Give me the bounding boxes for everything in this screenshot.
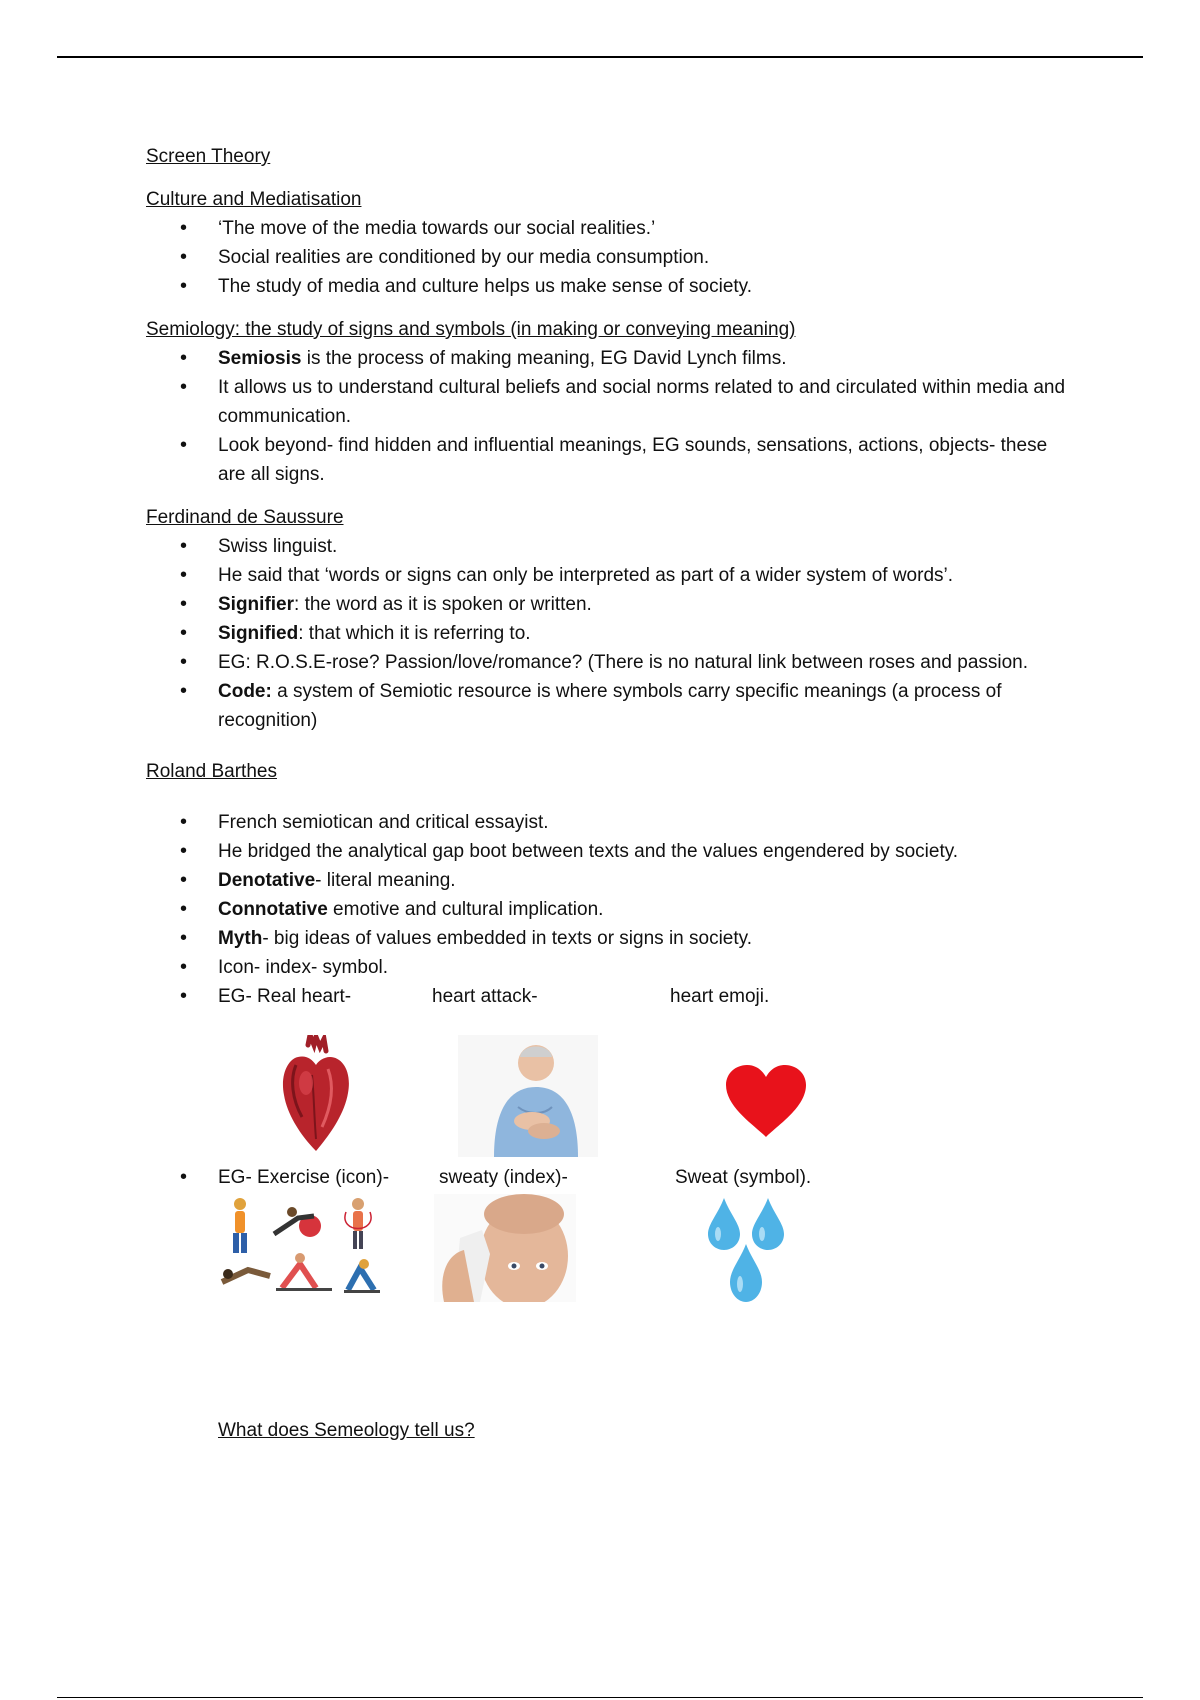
heading-semeology-question: What does Semeology tell us? (218, 1420, 475, 1441)
list-item (146, 866, 1066, 895)
heading-semiology: Semiology: the study of signs and symbols (in making or conveying meaning) (146, 319, 796, 340)
heart-attack-person-icon (458, 1035, 598, 1157)
term-bold: Code: (218, 681, 272, 702)
sweaty-man-icon (434, 1194, 576, 1302)
list-item-text: EG: R.O.S.E-rose? Passion/love/romance? (There is no natural link between roses and passion. (218, 652, 1029, 673)
list-item-text: Icon- index- symbol. (218, 957, 389, 978)
list-item (146, 590, 1066, 619)
anatomical-heart-icon (268, 1035, 364, 1153)
example-col-index: sweaty (index)- (439, 1167, 568, 1188)
list-item (146, 648, 1066, 677)
list-item (146, 561, 1066, 590)
exercise-example-list (146, 1163, 1066, 1192)
list-item-text: - literal meaning. (315, 870, 456, 891)
list-item (146, 344, 1066, 373)
example-col-symbol: Sweat (symbol). (675, 1167, 812, 1188)
header-rule (57, 56, 1143, 58)
sweat-drops-icon (704, 1194, 788, 1306)
barthes-list (146, 808, 1066, 1011)
list-item (146, 953, 1066, 982)
term-bold: Signified (218, 623, 299, 644)
heading-screen-theory: Screen Theory (146, 146, 271, 167)
list-item-text: emotive and cultural implication. (327, 899, 604, 920)
list-item-text: is the process of making meaning, EG David Lynch films. (301, 348, 787, 369)
example-col-icon: EG- Real heart- (218, 986, 352, 1007)
term-bold: Connotative (218, 899, 328, 920)
list-item-example-sweat (146, 1163, 1066, 1192)
list-item-text: It allows us to understand cultural beliefs and social norms related to and circulated within media and communication. (218, 377, 1066, 427)
list-item: • The study of media and culture helps us make sense of society. (146, 272, 1066, 301)
semiology-list (146, 344, 1066, 489)
list-item-text: He bridged the analytical gap boot between texts and the values engendered by society. (218, 841, 959, 862)
list-item (146, 924, 1066, 953)
heading-saussure: Ferdinand de Saussure (146, 507, 344, 528)
culture-list (146, 214, 1066, 301)
list-item (146, 808, 1066, 837)
list-item-example-heart (146, 982, 1066, 1011)
list-item-text: - big ideas of values embedded in texts or signs in society. (262, 928, 753, 949)
list-item (146, 895, 1066, 924)
list-item-text: He said that ‘words or signs can only be interpreted as part of a wider system of words’. (218, 565, 954, 586)
list-item: • ‘The move of the media towards our social realities.’ (146, 214, 1066, 243)
footer-rule (57, 1697, 1143, 1698)
list-item-text: Look beyond- find hidden and influential meanings, EG sounds, sensations, actions, objects- these are all signs. (218, 435, 1048, 485)
exercise-figures-icon (218, 1194, 388, 1296)
term-bold: Semiosis (218, 348, 302, 369)
list-item-text: a system of Semiotic resource is where symbols carry specific meanings (a process of recognition) (218, 681, 1002, 731)
list-item-text: French semiotican and critical essayist. (218, 812, 549, 833)
heart-emoji-icon (724, 1063, 808, 1139)
heading-culture-mediatisation: Culture and Mediatisation (146, 189, 362, 210)
saussure-list (146, 532, 1066, 735)
list-item-text: : that which it is referring to. (298, 623, 531, 644)
heart-images-row (218, 1035, 1066, 1157)
example-col-index: heart attack- (432, 986, 538, 1007)
list-item (146, 373, 1066, 431)
example-col-icon: EG- Exercise (icon)- (218, 1167, 390, 1188)
list-item (146, 532, 1066, 561)
term-bold: Signifier (218, 594, 295, 615)
list-item (146, 837, 1066, 866)
term-bold: Myth (218, 928, 263, 949)
list-item (146, 431, 1066, 489)
heading-barthes: Roland Barthes (146, 761, 277, 782)
example-col-symbol: heart emoji. (670, 986, 770, 1007)
list-item: • Social realities are conditioned by our media consumption. (146, 243, 1066, 272)
list-item-text: Swiss linguist. (218, 536, 338, 557)
term-bold: Denotative (218, 870, 316, 891)
list-item-text: : the word as it is spoken or written. (294, 594, 592, 615)
list-item (146, 619, 1066, 648)
list-item (146, 677, 1066, 735)
sweat-images-row (218, 1194, 1066, 1312)
document-body (146, 142, 1066, 1445)
